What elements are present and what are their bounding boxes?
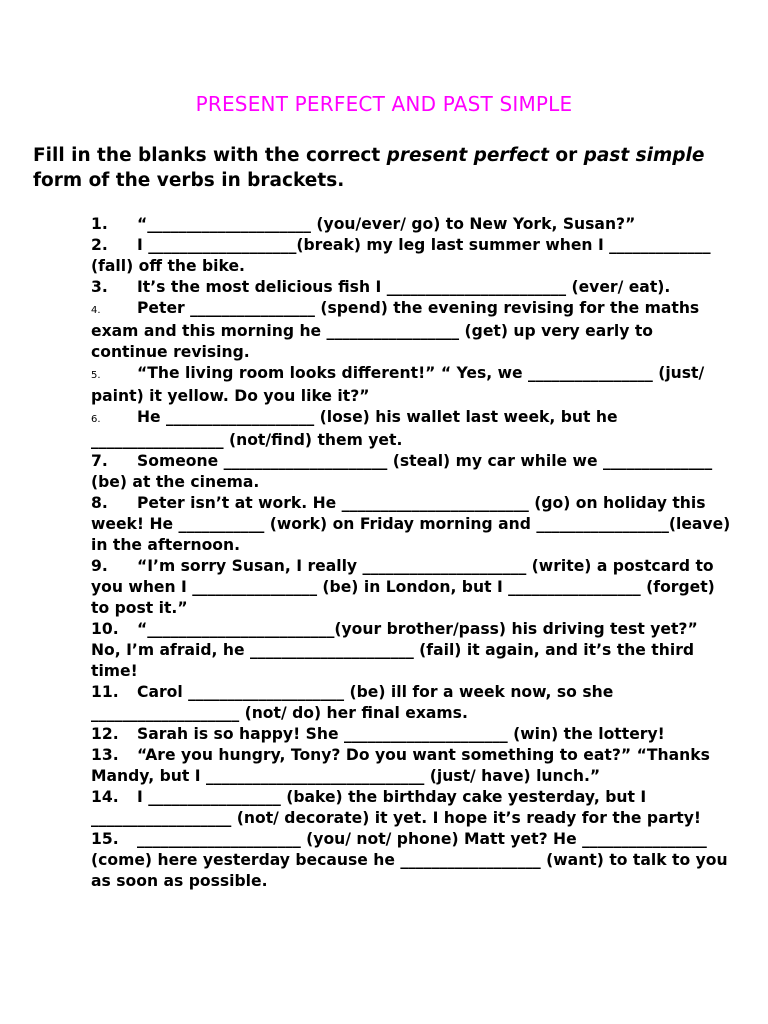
exercise-item-10 — [91, 619, 731, 682]
exercise-item-4 — [91, 298, 731, 363]
exercise-number: 14. — [91, 788, 119, 806]
exercise-number: 6. — [91, 414, 101, 425]
exercise-item-9 — [91, 556, 731, 619]
exercise-number: 10. — [91, 620, 119, 638]
exercise-number: 13. — [91, 746, 119, 764]
exercise-text: “_____________________ (you/ever/ go) to New York, Susan?” — [137, 215, 636, 233]
instructions-text-3: form of the verbs in brackets. — [33, 170, 345, 191]
exercise-number: 9. — [91, 557, 108, 575]
exercise-number: 2. — [91, 236, 108, 254]
exercise-number: 1. — [91, 215, 108, 233]
exercise-text: I _________________ (bake) the birthday cake yesterday, but I __________________ (not/ decorate) it yet. I hope it’s ready for the party! — [91, 788, 702, 827]
exercise-item-6 — [91, 407, 731, 451]
page-title: PRESENT PERFECT AND PAST SIMPLE — [195, 92, 573, 116]
exercise-text: Carol ____________________ (be) ill for a week now, so she ___________________ (not/ do) her final exams. — [91, 683, 614, 722]
exercise-item-12 — [91, 724, 731, 745]
instructions-text-1: Fill in the blanks with the correct — [33, 145, 387, 166]
exercise-text: Sarah is so happy! She _____________________ (win) the lottery! — [137, 725, 665, 743]
exercise-item-8 — [91, 493, 731, 556]
exercise-number: 4. — [91, 305, 101, 316]
exercise-list — [91, 214, 731, 892]
exercise-item-1 — [91, 214, 731, 235]
exercise-item-14 — [91, 787, 731, 829]
exercise-number: 15. — [91, 830, 119, 848]
exercise-item-3 — [91, 277, 731, 298]
exercise-text: “The living room looks different!” “ Yes, we ________________ (just/ paint) it yellow. Do you like it?” — [91, 364, 705, 405]
exercise-text: “I’m sorry Susan, I really _____________________ (write) a postcard to you when I ________________ (be) in London, but I _________________ (forget) to post it.” — [91, 557, 715, 617]
instructions — [33, 143, 733, 193]
exercise-text: He ___________________ (lose) his wallet last week, but he _________________ (not/find) them yet. — [91, 408, 618, 449]
exercise-number: 11. — [91, 683, 119, 701]
exercise-item-11 — [91, 682, 731, 724]
exercise-text: “Are you hungry, Tony? Do you want something to eat?” “Thanks Mandy, but I ____________________________ (just/ have) lunch.” — [91, 746, 710, 785]
exercise-number: 3. — [91, 278, 108, 296]
exercise-number: 7. — [91, 452, 108, 470]
instructions-tense-past-simple: past simple — [583, 145, 705, 166]
instructions-text-2: or — [548, 145, 584, 166]
exercise-number: 12. — [91, 725, 119, 743]
exercise-item-7 — [91, 451, 731, 493]
exercise-item-2 — [91, 235, 731, 277]
exercise-number: 5. — [91, 370, 101, 381]
exercise-item-13 — [91, 745, 731, 787]
exercise-item-5 — [91, 363, 731, 407]
exercise-text: Peter ________________ (spend) the evening revising for the maths exam and this morning he _________________ (get) up very early to continue revising. — [91, 299, 700, 361]
exercise-text: _____________________ (you/ not/ phone) Matt yet? He ________________ (come) here yesterday because he __________________ (want) to talk to you as soon as possible. — [91, 830, 728, 890]
exercise-number: 8. — [91, 494, 108, 512]
exercise-item-15 — [91, 829, 731, 892]
exercise-text: Someone _____________________ (steal) my car while we ______________ (be) at the cinema. — [91, 452, 713, 491]
instructions-tense-present-perfect: present perfect — [386, 145, 549, 166]
exercise-text: Peter isn’t at work. He ________________________ (go) on holiday this week! He ___________ (work) on Friday morning and _________________(leave) in the afternoon. — [91, 494, 731, 554]
exercise-text: It’s the most delicious fish I _______________________ (ever/ eat). — [137, 278, 671, 296]
exercise-text: I ___________________(break) my leg last summer when I _____________ (fall) off the bike. — [91, 236, 711, 275]
exercise-text: “________________________(your brother/pass) his driving test yet?” No, I’m afraid, he _____________________ (fail) it again, and it’s the third time! — [91, 620, 698, 680]
